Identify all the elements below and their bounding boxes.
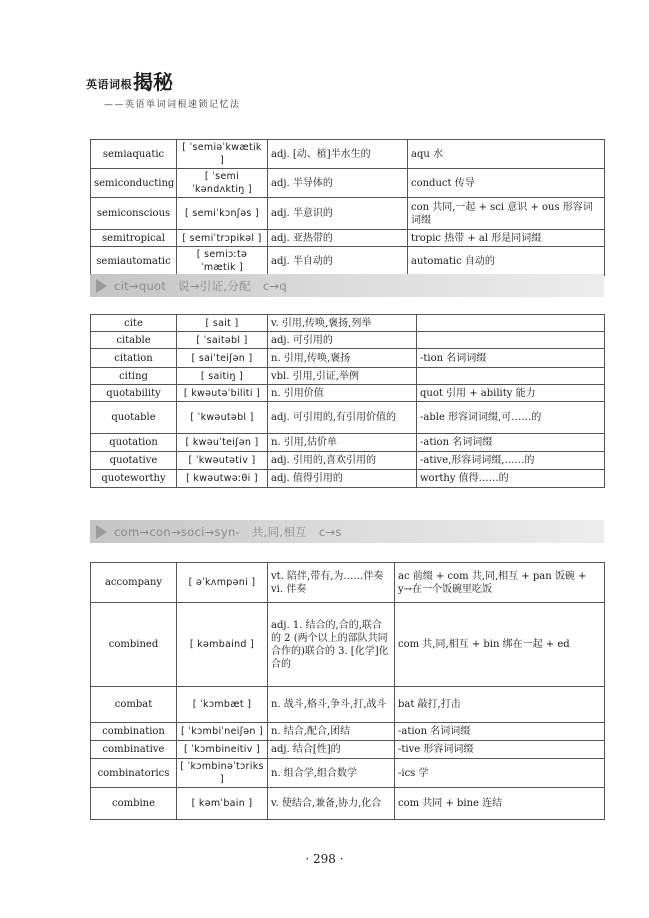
vocab-table-semi — [90, 139, 605, 276]
page-number: · 298 · — [305, 852, 344, 866]
vocab-table-com-con — [90, 562, 605, 820]
word-cell: combinatorics — [91, 759, 177, 788]
etymology-cell: worthy 值得……的 — [417, 470, 605, 488]
section-band-com-con — [90, 520, 604, 543]
meaning-cell: adj. 可引用的,有引用价值的 — [268, 402, 417, 434]
meaning-cell: vt. 陪伴,带有,为……伴奏 vi. 伴奏 — [268, 563, 395, 603]
word-cell: combat — [91, 687, 177, 723]
table-row — [91, 169, 605, 198]
table-row — [91, 140, 605, 169]
meaning-cell: n. 引用,传唤,褒扬 — [268, 349, 417, 368]
table-row — [91, 247, 605, 276]
table-row — [91, 759, 605, 788]
table-row — [91, 723, 605, 741]
table-row — [91, 402, 605, 434]
meaning-cell: n. 战斗,格斗,争斗,打,战斗 — [268, 687, 395, 723]
phonetic-cell: [ kəmbaind ] — [177, 603, 268, 687]
meaning-cell: adj. 1. 结合的,合的,联合的 2 (两个以上的部队共同合作的)联合的 3. [化学]化合的 — [268, 603, 395, 687]
word-cell: combination — [91, 723, 177, 741]
word-cell: accompany — [91, 563, 177, 603]
vocab-table-cit-quot — [90, 314, 605, 488]
meaning-cell: vbl. 引用,引证,举例 — [268, 368, 417, 385]
table-row — [91, 603, 605, 687]
phonetic-cell: [ ˈsemiˈkəndʌktiŋ ] — [177, 169, 268, 198]
word-cell: semitropical — [91, 230, 177, 247]
meaning-cell: adj. 结合[性]的 — [268, 741, 395, 759]
etymology-cell — [417, 332, 605, 349]
table-row — [91, 452, 605, 470]
phonetic-cell: [ semiɔːtəˈmætik ] — [177, 247, 268, 276]
book-title-small: 英语词根 — [86, 78, 132, 91]
meaning-cell: n. 组合学,组合数学 — [268, 759, 395, 788]
word-cell: semiconducting — [91, 169, 177, 198]
phonetic-cell: [ semiˈkɔnʃəs ] — [177, 198, 268, 230]
phonetic-cell: [ ˈkɔmbæt ] — [177, 687, 268, 723]
table-row — [91, 349, 605, 368]
etymology-cell: -able 形容词词缀,可……的 — [417, 402, 605, 434]
etymology-cell: aqu 水 — [408, 140, 605, 169]
triangle-icon — [96, 525, 107, 539]
book-header — [86, 72, 241, 110]
word-cell: quotable — [91, 402, 177, 434]
etymology-cell: com 共,同,相互 + bin 绑在一起 + ed — [395, 603, 605, 687]
meaning-cell: v. 引用,传唤,褒扬,列举 — [268, 315, 417, 332]
section-heading: cit→quot 说→引证,分配 c→q — [114, 278, 287, 293]
meaning-cell: adj. 半意识的 — [268, 198, 408, 230]
phonetic-cell: [ ˈkɔmbiˈneiʃən ] — [177, 723, 268, 741]
table-row — [91, 741, 605, 759]
meaning-cell: v. 使结合,兼备,协力,化合 — [268, 788, 395, 820]
word-cell: citing — [91, 368, 177, 385]
phonetic-cell: [ ˈsaitəbl ] — [177, 332, 268, 349]
meaning-cell: adj. [动、植]半水生的 — [268, 140, 408, 169]
meaning-cell: adj. 可引用的 — [268, 332, 417, 349]
word-cell: combinative — [91, 741, 177, 759]
phonetic-cell: [ semiˈtrɔpikəl ] — [177, 230, 268, 247]
etymology-cell: -ics 学 — [395, 759, 605, 788]
book-title-big: 揭秘 — [133, 70, 173, 94]
etymology-cell: conduct 传导 — [408, 169, 605, 198]
triangle-icon — [96, 279, 107, 293]
phonetic-cell: [ saitiŋ ] — [177, 368, 268, 385]
meaning-cell: n. 引用价值 — [268, 385, 417, 402]
etymology-cell — [417, 315, 605, 332]
phonetic-cell: [ əˈkʌmpəni ] — [177, 563, 268, 603]
table-row — [91, 563, 605, 603]
phonetic-cell: [ ˈsemiəˈkwætik ] — [177, 140, 268, 169]
etymology-cell: ac 前缀 + com 共,同,相互 + pan 饭碗 + y→在一个饭碗里吃饭 — [395, 563, 605, 603]
etymology-cell: -tion 名词词缀 — [417, 349, 605, 368]
etymology-cell: tropic 热带 + al 形是同词缀 — [408, 230, 605, 247]
word-cell: cite — [91, 315, 177, 332]
word-cell: quotative — [91, 452, 177, 470]
table-row — [91, 434, 605, 452]
word-cell: quoteworthy — [91, 470, 177, 488]
phonetic-cell: [ kwəutəˈbiliti ] — [177, 385, 268, 402]
word-cell: citable — [91, 332, 177, 349]
word-cell: quotability — [91, 385, 177, 402]
phonetic-cell: [ kəmˈbain ] — [177, 788, 268, 820]
table-row — [91, 198, 605, 230]
word-cell: semiaquatic — [91, 140, 177, 169]
phonetic-cell: [ saiˈteiʃən ] — [177, 349, 268, 368]
meaning-cell: adj. 半导体的 — [268, 169, 408, 198]
table-row — [91, 368, 605, 385]
phonetic-cell: [ sait ] — [177, 315, 268, 332]
etymology-cell: com 共同 + bine 连结 — [395, 788, 605, 820]
table-row — [91, 788, 605, 820]
meaning-cell: adj. 半自动的 — [268, 247, 408, 276]
word-cell: combined — [91, 603, 177, 687]
table-row — [91, 230, 605, 247]
table-row — [91, 470, 605, 488]
etymology-cell: automatic 自动的 — [408, 247, 605, 276]
word-cell: semiconscious — [91, 198, 177, 230]
meaning-cell: adj. 值得引用的 — [268, 470, 417, 488]
section-heading: com→con→soci→syn- 共,同,相互 c→s — [114, 524, 342, 539]
table-row — [91, 385, 605, 402]
phonetic-cell: [ ˈkɔmbinəˈtɔriks ] — [177, 759, 268, 788]
table-row — [91, 315, 605, 332]
section-band-cit-quot — [90, 274, 604, 297]
meaning-cell: adj. 引用的,喜欢引用的 — [268, 452, 417, 470]
word-cell: quotation — [91, 434, 177, 452]
meaning-cell: n. 结合,配合,团结 — [268, 723, 395, 741]
word-cell: combine — [91, 788, 177, 820]
etymology-cell — [417, 368, 605, 385]
meaning-cell: n. 引用,估价单 — [268, 434, 417, 452]
phonetic-cell: [ kwəutwəːθi ] — [177, 470, 268, 488]
etymology-cell: -ation 名词词缀 — [417, 434, 605, 452]
etymology-cell: -tive 形容词词缀 — [395, 741, 605, 759]
etymology-cell: quot 引用 + ability 能力 — [417, 385, 605, 402]
phonetic-cell: [ kwəuˈteiʃən ] — [177, 434, 268, 452]
word-cell: citation — [91, 349, 177, 368]
etymology-cell: -ation 名词词缀 — [395, 723, 605, 741]
phonetic-cell: [ ˈkɔmbineitiv ] — [177, 741, 268, 759]
book-subtitle: ——英语单词词根速锁记忆法 — [104, 100, 241, 110]
book-title — [86, 72, 241, 92]
meaning-cell: adj. 亚热带的 — [268, 230, 408, 247]
phonetic-cell: [ ˈkwəutəbl ] — [177, 402, 268, 434]
etymology-cell: con 共同,一起 + sci 意识 + ous 形容词词缀 — [408, 198, 605, 230]
etymology-cell: bat 敲打,打击 — [395, 687, 605, 723]
phonetic-cell: [ ˈkwəutətiv ] — [177, 452, 268, 470]
table-row — [91, 332, 605, 349]
table-row — [91, 687, 605, 723]
word-cell: semiautomatic — [91, 247, 177, 276]
etymology-cell: -ative,形容词词缀,……的 — [417, 452, 605, 470]
